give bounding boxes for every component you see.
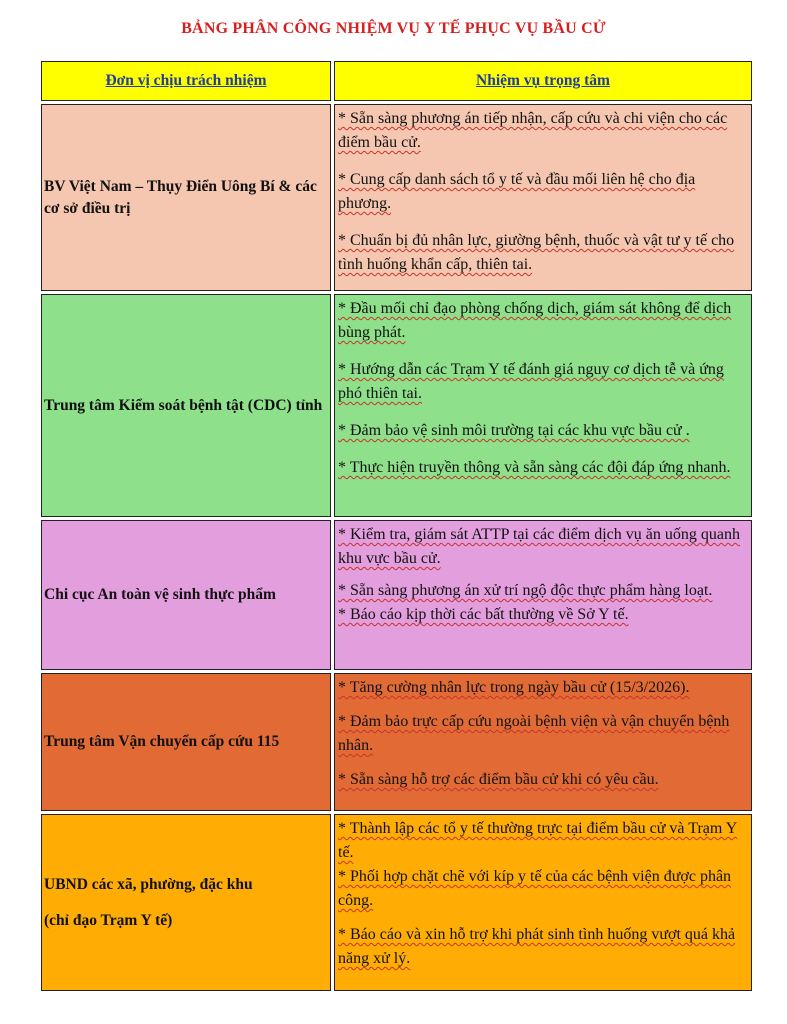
task-item: * Thực hiện truyền thông và sẵn sàng các đội đáp ứng nhanh. <box>338 459 731 476</box>
unit-name: Trung tâm Vận chuyển cấp cứu 115 <box>44 733 280 750</box>
task-item: * Sẵn sàng phương án xử trí ngộ độc thực phẩm hàng loạt. <box>338 582 713 599</box>
task-item: * Cung cấp danh sách tổ y tế và đầu mối liên hệ cho địa phương. <box>338 171 696 212</box>
task-item: * Đầu mối chỉ đạo phòng chống dịch, giám sát không để dịch bùng phát. <box>338 300 732 341</box>
tasks-cell <box>334 294 752 517</box>
task-item: * Báo cáo và xin hỗ trợ khi phát sinh tình huống vượt quá khả năng xử lý. <box>338 926 736 967</box>
task-item: * Đảm bảo vệ sinh môi trường tại các khu vực bầu cử . <box>338 422 690 439</box>
unit-cell <box>41 673 331 811</box>
header-unit-label: Đơn vị chịu trách nhiệm <box>105 72 267 89</box>
unit-cell <box>41 104 331 291</box>
tasks-cell <box>334 520 752 670</box>
header-tasks-label: Nhiệm vụ trọng tâm <box>476 72 610 89</box>
table-row <box>41 673 752 811</box>
task-item: * Đảm bảo trực cấp cứu ngoài bệnh viện và vận chuyển bệnh nhân. <box>338 713 730 754</box>
task-item: * Sẵn sàng hỗ trợ các điểm bầu cử khi có yêu cầu. <box>338 771 659 788</box>
document-title: BẢNG PHÂN CÔNG NHIỆM VỤ Y TẾ PHỤC VỤ BẦU CỬ <box>181 20 606 37</box>
table-header-row <box>41 61 752 101</box>
unit-cell <box>41 294 331 517</box>
tasks-cell <box>334 104 752 291</box>
table-row <box>41 520 752 670</box>
task-item: * Hướng dẫn các Trạm Y tế đánh giá nguy cơ dịch tễ và ứng phó thiên tai. <box>338 361 724 402</box>
unit-name: Chi cục An toàn vệ sinh thực phẩm <box>44 586 276 603</box>
tasks-cell <box>334 814 752 991</box>
unit-cell <box>41 814 331 991</box>
task-item: * Tăng cường nhân lực trong ngày bầu cử (15/3/2026). <box>338 679 690 696</box>
unit-name: BV Việt Nam – Thụy Điển Uông Bí & các cơ sở điều trị <box>44 177 317 217</box>
task-item: * Báo cáo kịp thời các bất thường về Sở Y tế. <box>338 606 629 623</box>
table-row <box>41 814 752 991</box>
table-row <box>41 104 752 291</box>
task-item: * Chuẩn bị đủ nhân lực, giường bệnh, thuốc và vật tư y tế cho tình huống khẩn cấp, thiên tai. <box>338 232 735 273</box>
unit-name: Trung tâm Kiểm soát bệnh tật (CDC) tỉnh <box>44 396 323 414</box>
task-item: * Sẵn sàng phương án tiếp nhận, cấp cứu và chi viện cho các điểm bầu cử. <box>338 110 728 151</box>
header-cell-tasks <box>334 61 752 101</box>
unit-subname: (chỉ đạo Trạm Y tế) <box>44 911 173 929</box>
task-item: * Kiểm tra, giám sát ATTP tại các điểm dịch vụ ăn uống quanh khu vực bầu cử. <box>338 526 740 567</box>
tasks-cell <box>334 673 752 811</box>
unit-cell <box>41 520 331 670</box>
task-item: * Thành lập các tổ y tế thường trực tại điểm bầu cử và Trạm Y tế. <box>338 820 738 861</box>
task-item: * Phối hợp chặt chẽ với kíp y tế của các bệnh viện được phân công. <box>338 868 732 909</box>
table-row <box>41 294 752 517</box>
header-cell-unit <box>41 61 331 101</box>
unit-name: UBND các xã, phường, đặc khu <box>44 875 253 893</box>
